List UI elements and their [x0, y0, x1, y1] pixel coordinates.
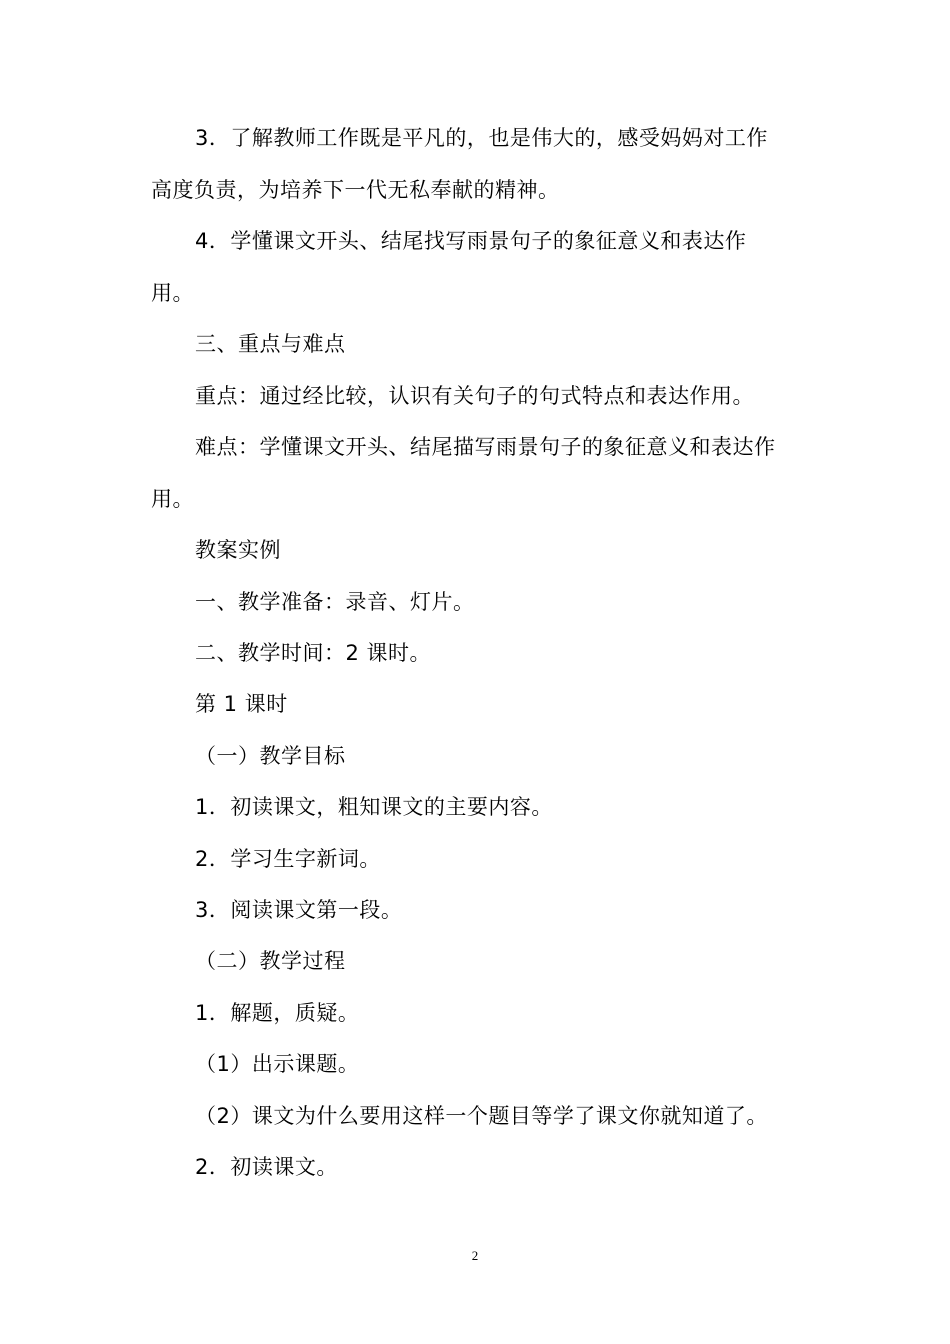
section-heading-lesson-example: 教案实例	[195, 538, 281, 562]
paragraph-teaching-preparation: 一、教学准备：录音、灯片。	[195, 590, 475, 614]
paragraph-goal-4: 4．学懂课文开头、结尾找写雨景句子的象征意义和表达作	[195, 229, 747, 253]
section-heading-key-points: 三、重点与难点	[195, 332, 346, 356]
heading-lesson-1: 第 1 课时	[195, 692, 288, 716]
paragraph-teaching-time: 二、教学时间：2 课时。	[195, 641, 432, 665]
paragraph-difficulty-continued: 用。	[151, 487, 194, 511]
list-item-goal-2: 2．学习生字新词。	[195, 847, 381, 871]
paragraph-goal-3: 3．了解教师工作既是平凡的，也是伟大的，感受妈妈对工作	[195, 126, 768, 150]
paragraph-goal-4-continued: 用。	[151, 281, 194, 305]
paragraph-difficulty: 难点：学懂课文开头、结尾描写雨景句子的象征意义和表达作	[195, 435, 776, 459]
subheading-teaching-goals: （一）教学目标	[195, 744, 346, 768]
list-item-process-1: 1．解题，质疑。	[195, 1001, 360, 1025]
list-item-goal-1: 1．初读课文，粗知课文的主要内容。	[195, 795, 553, 819]
paragraph-key-point: 重点：通过经比较，认识有关句子的句式特点和表达作用。	[195, 384, 754, 408]
list-item-process-1-a: （1）出示课题。	[195, 1052, 360, 1076]
list-item-process-2: 2．初读课文。	[195, 1155, 338, 1179]
subheading-teaching-process: （二）教学过程	[195, 949, 346, 973]
list-item-process-1-b: （2）课文为什么要用这样一个题目等学了课文你就知道了。	[195, 1104, 768, 1128]
page-number: 2	[471, 1248, 479, 1263]
list-item-goal-3: 3．阅读课文第一段。	[195, 898, 403, 922]
paragraph-goal-3-continued: 高度负责，为培养下一代无私奉献的精神。	[151, 178, 560, 202]
